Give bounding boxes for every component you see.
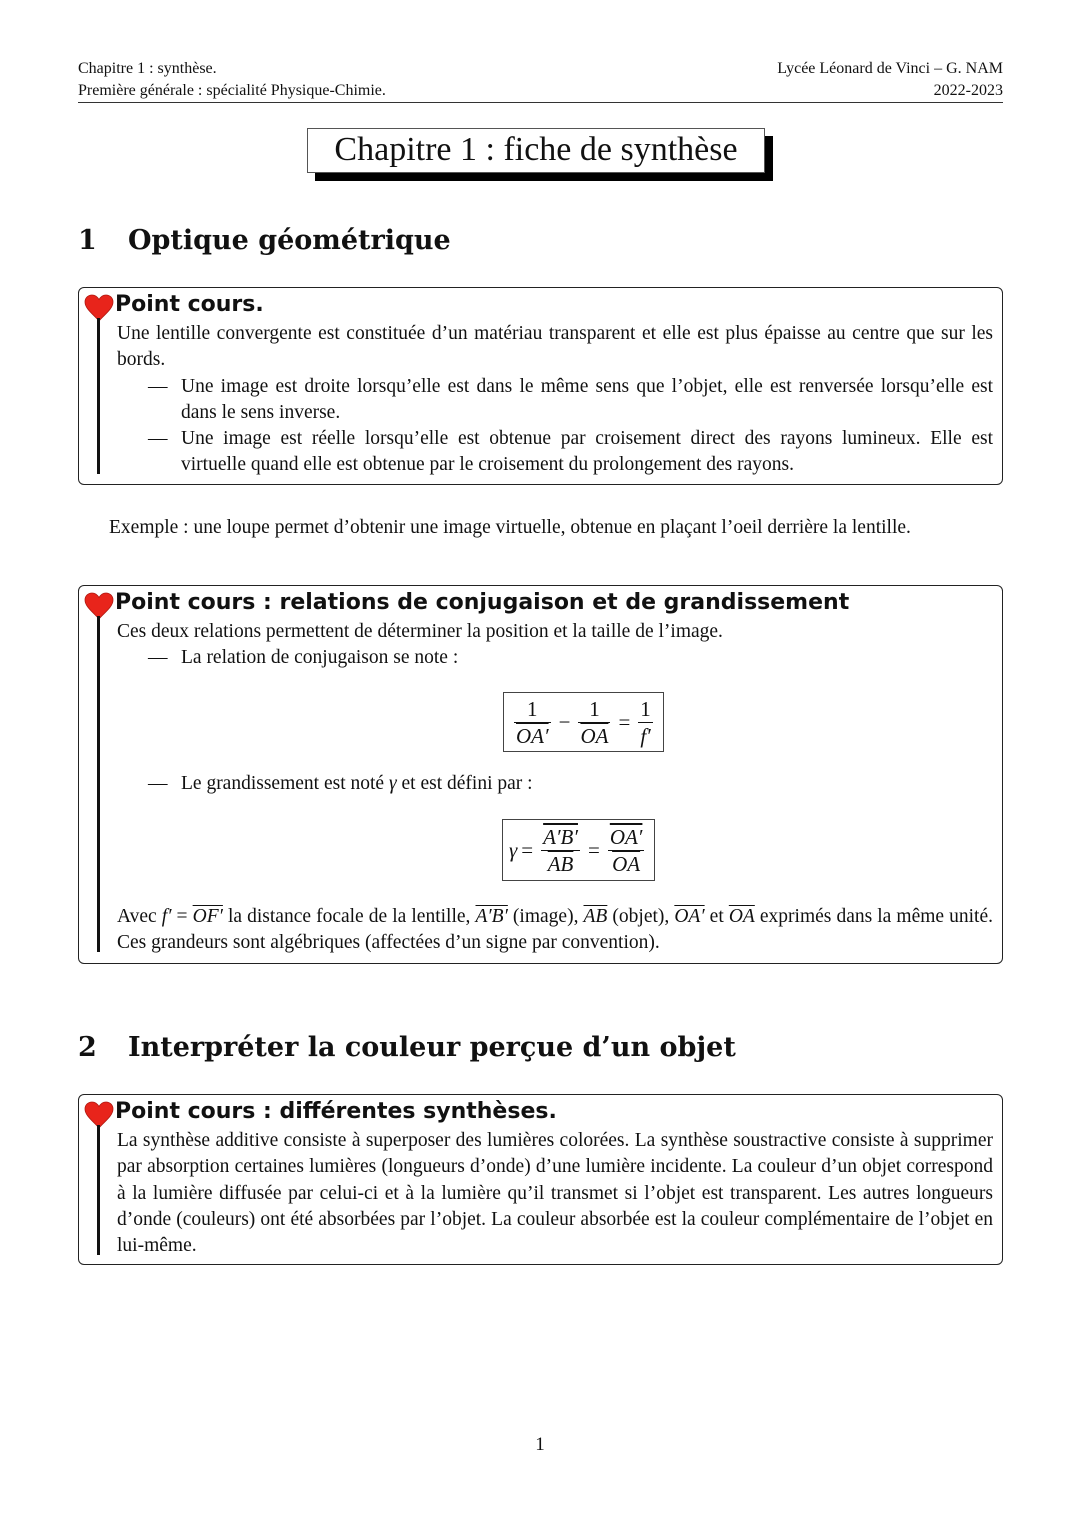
list-item-text: La relation de conjugaison se note : xyxy=(181,647,459,669)
operator: = xyxy=(521,837,534,862)
text: la distance focale de la lentille, xyxy=(222,906,476,927)
list-item-text: Une image est réelle lorsqu’elle est obtenue par croisement direct des rayons lumineux. Elle est virtuelle quand elle est obtenue par le croisement du prolongement des rayons. xyxy=(181,428,993,476)
header-school: Lycée Léonard de Vinci – G. NAM xyxy=(777,60,1003,77)
list-item xyxy=(117,771,993,797)
box-stem xyxy=(97,318,100,474)
point-cours-box-relations xyxy=(78,585,1003,964)
denominator: f′ xyxy=(640,723,651,748)
document-title: Chapitre 1 : fiche de synthèse xyxy=(307,128,765,173)
point-cours-box-optique xyxy=(78,287,1003,485)
gamma-symbol: γ xyxy=(388,773,397,794)
text: = xyxy=(171,906,193,927)
header-chapter: Chapitre 1 : synthèse. xyxy=(78,60,217,77)
section-title: Interpréter la couleur perçue d’un objet xyxy=(128,1032,736,1063)
box-content xyxy=(117,619,993,672)
text: et xyxy=(704,906,729,927)
fraction xyxy=(578,696,610,749)
header-year: 2022-2023 xyxy=(933,82,1003,99)
page-number: 1 xyxy=(535,1434,545,1455)
denominator: OA′ xyxy=(516,723,549,748)
section-number: 2 xyxy=(78,1032,97,1063)
text: Le grandissement est noté xyxy=(181,773,389,794)
numerator: 1 xyxy=(527,696,538,721)
list-item xyxy=(117,374,993,427)
box-stem xyxy=(97,1125,100,1255)
text: Avec xyxy=(117,906,162,927)
fraction xyxy=(541,824,580,877)
section-2-heading xyxy=(78,1032,736,1063)
text: (objet), xyxy=(607,906,675,927)
numerator: 1 xyxy=(640,696,651,721)
box-intro: Ces deux relations permettent de déterminer la position et la taille de l’image. xyxy=(117,621,723,642)
header-course: Première générale : spécialité Physique-Chimie. xyxy=(78,82,386,99)
box-content xyxy=(117,771,993,797)
box-outro xyxy=(117,904,993,957)
text: (image), xyxy=(507,906,584,927)
math-OA-prime: OA′ xyxy=(674,906,705,927)
magnification-formula xyxy=(502,819,655,881)
math-AB: $\overline{AB}$ xyxy=(583,906,608,927)
fraction xyxy=(514,696,551,749)
fraction xyxy=(638,696,653,749)
list-item-text: Une image est droite lorsqu’elle est dans le même sens que l’objet, elle est renversée lorsqu’elle est dans le sens inverse. xyxy=(181,375,993,423)
box-title: Point cours : différentes synthèses. xyxy=(115,1099,557,1124)
list-item-text xyxy=(181,771,993,797)
numerator: A′B′ xyxy=(543,824,578,849)
box-intro: Une lentille convergente est constituée d’un matériau transparent et elle est plus épaisse au centre que sur les bords. xyxy=(117,323,993,371)
math-f-prime: f′ xyxy=(161,906,172,927)
box-content: La synthèse additive consiste à superposer des lumières colorées. La synthèse soustractive consiste à supprimer par absorption certaines lumières (longueurs d’onde) d’une lumière incidente. La couleur d’un objet correspond à la lumière diffusée par celui-ci et à la lumière qu’il transmet si l’objet est transparent. Les autres longueurs d’onde (couleurs) ont été absorbées par l’objet. La couleur absorbée est la couleur complémentaire de l’objet en lui-même. xyxy=(117,1130,993,1257)
operator: = xyxy=(587,837,600,862)
math-AB-prime: A′B′ xyxy=(475,906,508,927)
text: et est défini par : xyxy=(396,773,533,794)
text: exprimés dans la même unité. Ces grandeurs sont algébriques (affectées d’un signe par convention). xyxy=(117,906,993,954)
box-title: Point cours. xyxy=(115,292,264,317)
denominator: OA xyxy=(580,723,609,748)
fraction xyxy=(608,824,645,877)
list-dash: — xyxy=(148,773,168,794)
operator: − xyxy=(558,709,571,734)
list-dash: — xyxy=(148,375,168,397)
conjugation-formula xyxy=(503,692,664,752)
point-cours-box-syntheses xyxy=(78,1094,1003,1265)
section-number: 1 xyxy=(78,225,97,256)
page-header xyxy=(78,58,1003,102)
list-item xyxy=(117,426,993,479)
denominator: AB xyxy=(547,851,574,876)
example-paragraph: Exemple : une loupe permet d’obtenir une image virtuelle, obtenue en plaçant l’oeil derrière la lentille. xyxy=(109,517,911,538)
box-stem xyxy=(97,616,100,952)
box-title: Point cours : relations de conjugaison et de grandissement xyxy=(115,590,850,615)
header-rule xyxy=(78,102,1003,103)
numerator: 1 xyxy=(589,696,600,721)
list-dash: — xyxy=(148,647,168,669)
gamma-symbol: γ xyxy=(509,837,518,862)
operator: = xyxy=(618,709,631,734)
math-OF-prime: OF′ xyxy=(192,906,223,927)
denominator: OA xyxy=(612,851,641,876)
list-dash: — xyxy=(148,428,168,450)
list-item xyxy=(117,645,993,671)
numerator: OA′ xyxy=(609,824,643,849)
section-1-heading xyxy=(78,225,451,256)
section-title: Optique géométrique xyxy=(128,225,451,256)
box-content xyxy=(117,321,993,479)
document-title-box xyxy=(307,128,765,173)
math-OA: $\overline{OA}$ xyxy=(728,906,755,927)
